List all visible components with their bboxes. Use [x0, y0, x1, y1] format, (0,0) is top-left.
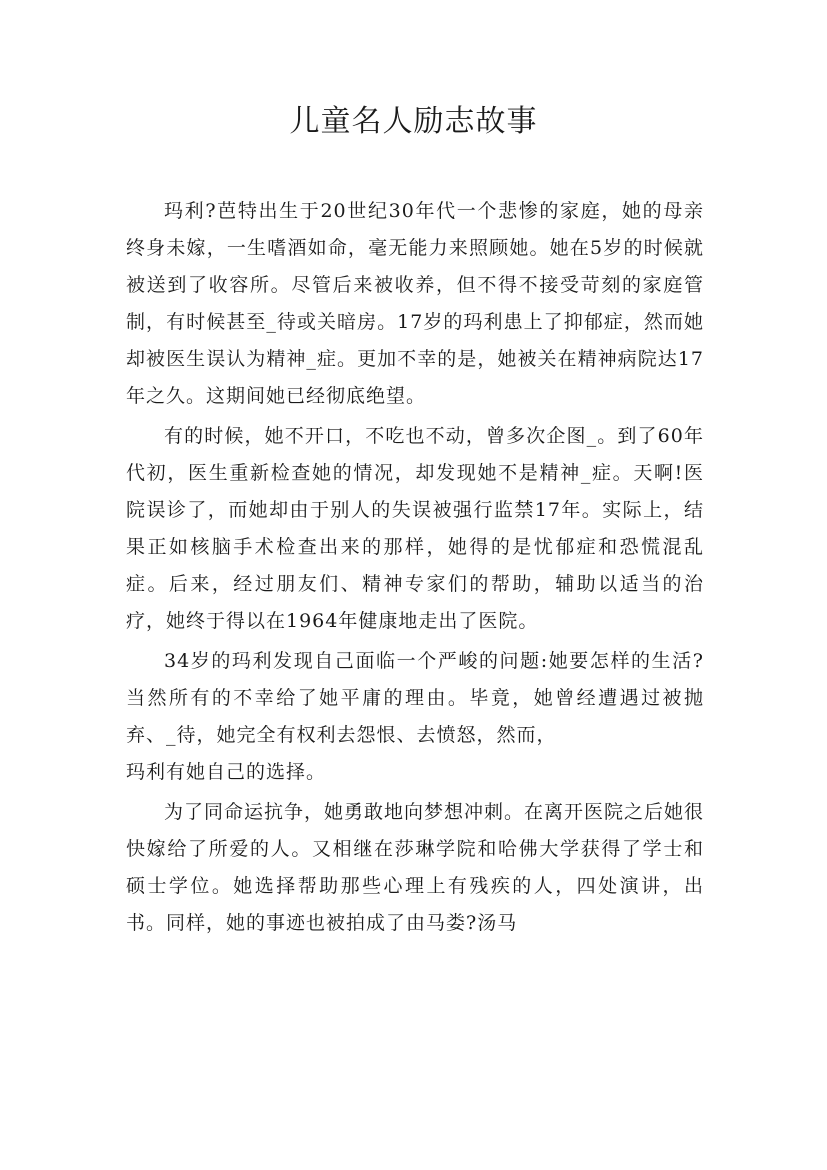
- document-title: 儿童名人励志故事: [289, 104, 538, 139]
- paragraph-4: 为了同命运抗争，她勇敢地向梦想冲刺。在离开医院之后她很快嫁给了所爱的人。又相继在莎琳学院和哈佛大学获得了学士和硕士学位。她选择帮助那些心理上有残疾的人，四处演讲，出书。同样，她的事迹也被拍成了由马娄?汤马: [126, 801, 705, 934]
- paragraph-1: 玛利?芭特出生于20世纪30年代一个悲惨的家庭，她的母亲终身未嫁，一生嗜酒如命，毫无能力来照顾她。她在5岁的时候就被送到了收容所。尽管后来被收养，但不得不接受苛刻的家庭管制，有时候甚至_待或关暗房。17岁的玛利患上了抑郁症，然而她却被医生误认为精神_症。更加不幸的是，她被关在精神病院达17年之久。这期间她已经彻底绝望。: [126, 200, 704, 407]
- document-body: [126, 193, 704, 942]
- paragraph-3: 34岁的玛利发现自己面临一个严峻的问题:她要怎样的生活?当然所有的不幸给了她平庸的理由。毕竟，她曾经遭遇过被抛弃、_待，她完全有权利去怨恨、去愤怒，然而， 玛利有她自己的选择。: [126, 650, 704, 783]
- paragraph-2: 有的时候，她不开口，不吃也不动，曾多次企图_。到了60年代初，医生重新检查她的情况，却发现她不是精神_症。天啊!医院误诊了，而她却由于别人的失误被强行监禁17年。实际上，结果正如核脑手术检查出来的那样，她得的是忧郁症和恐慌混乱症。后来，经过朋友们、精神专家们的帮助，辅助以适当的治疗，她终于得以在1964年健康地走出了医院。: [126, 425, 704, 632]
